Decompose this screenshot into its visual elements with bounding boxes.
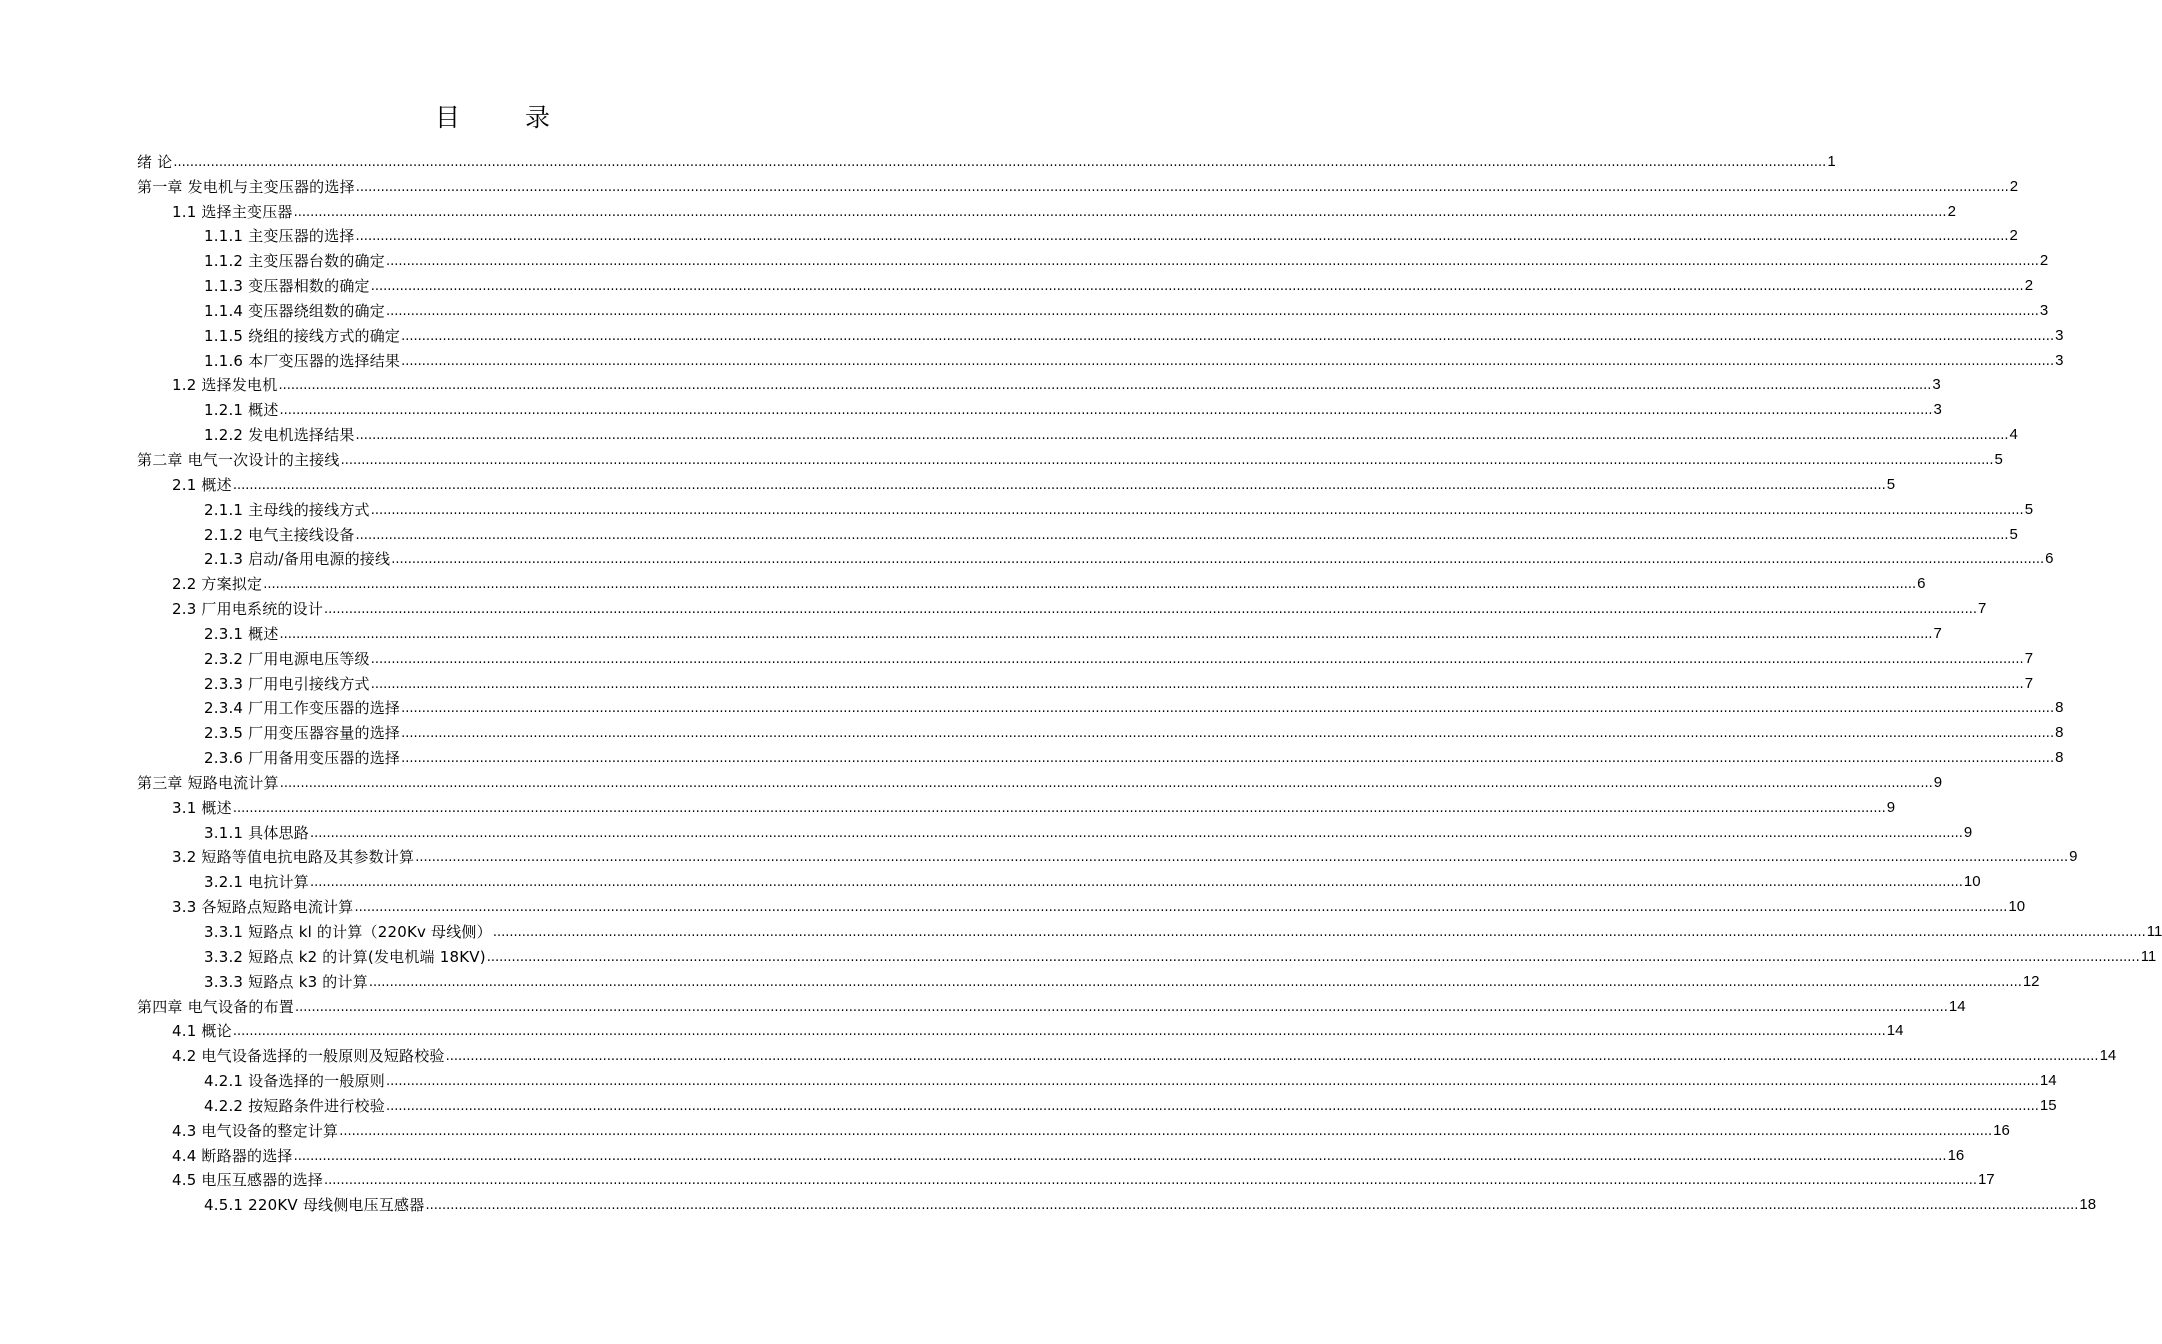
toc-entry-text: 2.3.3 厂用电引接线方式 <box>204 674 370 693</box>
toc-entry[interactable] <box>137 494 2034 519</box>
toc-dot-leader: ................................................................................................................................................................................................................................................................................................................................................................................................................ <box>232 1024 1886 1040</box>
toc-entry[interactable] <box>137 693 2064 718</box>
toc-dot-leader: ................................................................................................................................................................................................................................................................................................................................................................................................................ <box>173 154 1827 170</box>
toc-entry[interactable] <box>137 618 1942 643</box>
toc-entry-text: 1.2 选择发电机 <box>172 376 278 395</box>
toc-entry-page-number: 17 <box>1977 1171 1995 1189</box>
toc-entry-page-number: 11 <box>2146 923 2162 940</box>
toc-dot-leader: ................................................................................................................................................................................................................................................................................................................................................................................................................ <box>324 1173 1977 1189</box>
toc-entry[interactable] <box>137 469 1896 494</box>
toc-dot-leader: ................................................................................................................................................................................................................................................................................................................................................................................................................ <box>368 974 2022 990</box>
toc-entry[interactable] <box>137 1016 1904 1041</box>
toc-entry[interactable] <box>137 370 1941 395</box>
toc-entry-text: 4.2 电气设备选择的一般原则及短路校验 <box>172 1047 445 1066</box>
toc-dot-leader: ................................................................................................................................................................................................................................................................................................................................................................................................................ <box>232 800 1886 816</box>
toc-entry-page-number: 12 <box>2022 972 2040 990</box>
toc-dot-leader: ................................................................................................................................................................................................................................................................................................................................................................................................................ <box>279 626 1933 642</box>
toc-dot-leader: ................................................................................................................................................................................................................................................................................................................................................................................................................ <box>391 552 2045 568</box>
toc-entry-page-number: 9 <box>1963 823 1973 841</box>
toc-entry-page-number: 9 <box>1886 798 1896 816</box>
toc-entry-text: 1.1.5 绕组的接线方式的确定 <box>204 326 401 345</box>
toc-entry[interactable] <box>137 767 1943 792</box>
toc-dot-leader: ................................................................................................................................................................................................................................................................................................................................................................................................................ <box>486 949 2140 965</box>
toc-entry[interactable] <box>137 394 1942 420</box>
toc-entry[interactable] <box>137 941 2157 966</box>
toc-entry-page-number: 15 <box>2039 1096 2057 1114</box>
toc-entry-page-number: 2 <box>1947 202 1956 220</box>
toc-entry-page-number: 7 <box>1977 600 1987 618</box>
toc-entry[interactable] <box>137 1090 2057 1115</box>
toc-entry[interactable] <box>137 643 2034 668</box>
toc-entry-text: 第二章 电气一次设计的主接线 <box>137 450 340 469</box>
toc-dot-leader: ................................................................................................................................................................................................................................................................................................................................................................................................................ <box>385 1098 2039 1114</box>
toc-dot-leader: ................................................................................................................................................................................................................................................................................................................................................................................................................ <box>355 179 2009 195</box>
toc-entry[interactable] <box>137 146 1836 171</box>
toc-dot-leader: ................................................................................................................................................................................................................................................................................................................................................................................................................ <box>370 651 2024 667</box>
toc-dot-leader: ................................................................................................................................................................................................................................................................................................................................................................................................................ <box>278 378 1932 394</box>
toc-entry-text: 第三章 短路电流计算 <box>137 773 279 792</box>
toc-entry-page-number: 8 <box>2055 724 2064 742</box>
toc-entry[interactable] <box>137 817 1973 842</box>
toc-dot-leader: ................................................................................................................................................................................................................................................................................................................................................................................................................ <box>401 751 2055 767</box>
toc-entry-text: 4.1 概论 <box>172 1022 232 1041</box>
toc-dot-leader: ................................................................................................................................................................................................................................................................................................................................................................................................................ <box>370 676 2024 692</box>
toc-entry[interactable] <box>137 221 2018 246</box>
toc-entry-text: 2.1.2 电气主接线设备 <box>204 525 355 544</box>
toc-entry[interactable] <box>137 891 2026 917</box>
toc-entry-page-number: 5 <box>2009 525 2018 543</box>
toc-dot-leader: ................................................................................................................................................................................................................................................................................................................................................................................................................ <box>415 850 2069 866</box>
toc-dot-leader: ................................................................................................................................................................................................................................................................................................................................................................................................................ <box>293 1148 1947 1164</box>
toc-entry-page-number: 2 <box>2009 177 2019 195</box>
toc-dot-leader: ................................................................................................................................................................................................................................................................................................................................................................................................................ <box>385 1074 2039 1090</box>
toc-entry-page-number: 5 <box>1994 450 2003 468</box>
toc-dot-leader: ................................................................................................................................................................................................................................................................................................................................................................................................................ <box>401 726 2055 742</box>
toc-entry-text: 1.2.1 概述 <box>204 401 279 420</box>
toc-entry-page-number: 5 <box>1886 475 1896 493</box>
toc-dot-leader: ................................................................................................................................................................................................................................................................................................................................................................................................................ <box>309 875 1963 891</box>
toc-entry-page-number: 2 <box>2024 277 2034 295</box>
toc-entry-page-number: 10 <box>1963 873 1981 891</box>
toc-entry[interactable] <box>137 593 1987 619</box>
toc-entry[interactable] <box>137 444 2003 469</box>
toc-entry-text: 3.3 各短路点短路电流计算 <box>172 898 354 917</box>
toc-dot-leader: ................................................................................................................................................................................................................................................................................................................................................................................................................ <box>425 1198 2079 1214</box>
toc-entry-text: 第一章 发电机与主变压器的选择 <box>137 177 355 196</box>
toc-entry-page-number: 7 <box>1933 624 1942 642</box>
toc-dot-leader: ................................................................................................................................................................................................................................................................................................................................................................................................................ <box>445 1049 2099 1065</box>
toc-entry[interactable] <box>137 320 2064 345</box>
toc-dot-leader: ................................................................................................................................................................................................................................................................................................................................................................................................................ <box>385 303 2039 319</box>
toc-entry-page-number: 4 <box>2009 426 2018 444</box>
toc-entry-page-number: 5 <box>2024 500 2034 518</box>
toc-entry-text: 2.3.4 厂用工作变压器的选择 <box>204 699 401 718</box>
toc-entry[interactable] <box>137 519 2018 544</box>
toc-entry[interactable] <box>137 1115 2010 1140</box>
toc-entry-text: 4.4 断路器的选择 <box>172 1146 293 1165</box>
toc-entry-page-number: 8 <box>2055 699 2064 717</box>
toc-entry-page-number: 11 <box>2140 947 2157 965</box>
toc-dot-leader: ................................................................................................................................................................................................................................................................................................................................................................................................................ <box>401 701 2055 717</box>
toc-entry-page-number: 14 <box>1886 1022 1904 1040</box>
toc-entry-text: 1.1.6 本厂变压器的选择结果 <box>204 351 401 370</box>
toc-dot-leader: ................................................................................................................................................................................................................................................................................................................................................................................................................ <box>232 477 1886 493</box>
toc-entry-text: 1.1.3 变压器相数的确定 <box>204 277 370 296</box>
toc-entry-text: 2.1.3 启动/备用电源的接线 <box>204 550 391 569</box>
toc-entry[interactable] <box>137 419 2018 445</box>
toc-entry-page-number: 14 <box>2099 1047 2117 1065</box>
toc-dot-leader: ................................................................................................................................................................................................................................................................................................................................................................................................................ <box>263 577 1917 593</box>
toc-entry[interactable] <box>137 196 1956 221</box>
toc-entry-text: 3.2.1 电抗计算 <box>204 873 309 892</box>
toc-entry-text: 2.1.1 主母线的接线方式 <box>204 500 370 519</box>
toc-entry-page-number: 16 <box>1947 1146 1965 1164</box>
toc-entry-page-number: 2 <box>2009 227 2018 245</box>
table-of-contents <box>137 146 2162 1215</box>
toc-entry[interactable] <box>137 1140 1965 1165</box>
toc-entry[interactable] <box>137 245 2049 271</box>
toc-entry-page-number: 7 <box>2024 649 2034 667</box>
toc-entry-text: 2.3 厂用电系统的设计 <box>172 600 324 619</box>
toc-entry[interactable] <box>137 717 2064 743</box>
toc-entry-text: 3.3.2 短路点 k2 的计算(发电机端 18KV) <box>204 947 486 966</box>
toc-entry[interactable] <box>137 866 1981 892</box>
toc-entry-text: 1.1.1 主变压器的选择 <box>204 227 355 246</box>
toc-entry-text: 4.2.2 按短路条件进行校验 <box>204 1096 385 1115</box>
toc-entry-page-number: 2 <box>2039 252 2049 270</box>
toc-entry[interactable] <box>137 668 2034 693</box>
toc-entry-text: 2.1 概述 <box>172 475 232 494</box>
toc-entry-page-number: 16 <box>1993 1121 2010 1139</box>
toc-entry-text: 3.3.1 短路点 kl 的计算（220Kv 母线侧） <box>204 923 492 941</box>
toc-entry[interactable] <box>137 742 2064 768</box>
toc-dot-leader: ................................................................................................................................................................................................................................................................................................................................................................................................................ <box>294 999 1948 1015</box>
toc-entry-text: 1.1.2 主变压器台数的确定 <box>204 252 385 271</box>
toc-dot-leader: ................................................................................................................................................................................................................................................................................................................................................................................................................ <box>370 279 2024 295</box>
toc-entry-page-number: 3 <box>2039 301 2049 319</box>
toc-entry[interactable] <box>137 966 2040 991</box>
toc-dot-leader: ................................................................................................................................................................................................................................................................................................................................................................................................................ <box>401 328 2055 344</box>
toc-entry[interactable] <box>137 1189 2097 1215</box>
toc-entry[interactable] <box>137 270 2034 296</box>
toc-entry-text: 3.1.1 具体思路 <box>204 823 309 842</box>
toc-entry-text: 1.2.2 发电机选择结果 <box>204 426 355 445</box>
toc-entry-text: 3.2 短路等值电抗电路及其参数计算 <box>172 848 415 867</box>
toc-entry[interactable] <box>137 1165 1995 1190</box>
toc-entry-page-number: 1 <box>1827 152 1836 170</box>
toc-dot-leader: ................................................................................................................................................................................................................................................................................................................................................................................................................ <box>309 825 1963 841</box>
toc-entry-page-number: 9 <box>2069 848 2078 866</box>
toc-entry[interactable] <box>137 792 1896 817</box>
toc-entry[interactable] <box>137 842 2078 867</box>
toc-dot-leader: ................................................................................................................................................................................................................................................................................................................................................................................................................ <box>355 527 2009 543</box>
toc-dot-leader: ................................................................................................................................................................................................................................................................................................................................................................................................................ <box>492 925 2146 940</box>
toc-dot-leader: ................................................................................................................................................................................................................................................................................................................................................................................................................ <box>385 254 2039 270</box>
toc-entry-text: 2.3.6 厂用备用变压器的选择 <box>204 749 401 768</box>
toc-entry[interactable] <box>137 991 1966 1016</box>
toc-dot-leader: ................................................................................................................................................................................................................................................................................................................................................................................................................ <box>293 204 1947 220</box>
toc-entry-page-number: 18 <box>2079 1196 2097 1214</box>
toc-entry-text: 1.1.4 变压器绕组数的确定 <box>204 301 385 320</box>
toc-entry-page-number: 7 <box>2024 674 2034 692</box>
toc-entry[interactable] <box>137 171 2019 196</box>
toc-entry[interactable] <box>137 295 2049 320</box>
toc-entry-text: 3.3.3 短路点 k3 的计算 <box>204 972 368 991</box>
toc-title: 目 录 <box>434 103 570 132</box>
toc-entry-page-number: 14 <box>1948 997 1966 1015</box>
toc-entry-page-number: 3 <box>2055 351 2064 369</box>
toc-entry-text: 2.3.2 厂用电源电压等级 <box>204 649 370 668</box>
toc-entry[interactable] <box>137 544 2054 569</box>
toc-dot-leader: ................................................................................................................................................................................................................................................................................................................................................................................................................ <box>279 775 1933 791</box>
toc-dot-leader: ................................................................................................................................................................................................................................................................................................................................................................................................................ <box>401 353 2055 369</box>
toc-dot-leader: ................................................................................................................................................................................................................................................................................................................................................................................................................ <box>355 229 2009 245</box>
toc-entry-text: 第四章 电气设备的布置 <box>137 997 294 1016</box>
toc-entry-text: 2.2 方案拟定 <box>172 575 263 594</box>
toc-entry[interactable] <box>137 1065 2057 1091</box>
toc-entry-text: 3.1 概述 <box>172 798 232 817</box>
toc-dot-leader: ................................................................................................................................................................................................................................................................................................................................................................................................................ <box>324 602 1977 618</box>
toc-entry-page-number: 3 <box>2055 326 2064 344</box>
toc-entry[interactable] <box>137 568 1926 594</box>
toc-entry-page-number: 6 <box>2045 550 2054 568</box>
toc-entry[interactable] <box>137 916 2162 941</box>
toc-entry[interactable] <box>137 345 2064 370</box>
toc-dot-leader: ................................................................................................................................................................................................................................................................................................................................................................................................................ <box>339 1123 1993 1139</box>
toc-entry-text: 2.3.1 概述 <box>204 624 279 643</box>
toc-entry-text: 2.3.5 厂用变压器容量的选择 <box>204 724 401 743</box>
toc-entry-text: 1.1 选择主变压器 <box>172 202 293 221</box>
toc-entry[interactable] <box>137 1040 2117 1066</box>
toc-entry-text: 4.5 电压互感器的选择 <box>172 1171 324 1190</box>
toc-dot-leader: ................................................................................................................................................................................................................................................................................................................................................................................................................ <box>354 900 2008 916</box>
toc-entry-text: 4.2.1 设备选择的一般原则 <box>204 1072 385 1091</box>
toc-entry-page-number: 14 <box>2039 1072 2057 1090</box>
toc-entry-page-number: 6 <box>1917 575 1926 593</box>
toc-entry-page-number: 3 <box>1933 401 1942 419</box>
toc-entry-text: 4.3 电气设备的整定计算 <box>172 1121 339 1140</box>
toc-entry-page-number: 9 <box>1933 773 1943 791</box>
toc-entry-text: 4.5.1 220KV 母线侧电压互感器 <box>204 1196 425 1215</box>
toc-entry-page-number: 8 <box>2055 749 2064 767</box>
toc-entry-page-number: 3 <box>1932 376 1941 394</box>
toc-dot-leader: ................................................................................................................................................................................................................................................................................................................................................................................................................ <box>355 428 2009 444</box>
toc-entry-text: 绪 论 <box>137 152 173 171</box>
toc-dot-leader: ................................................................................................................................................................................................................................................................................................................................................................................................................ <box>279 403 1933 419</box>
toc-dot-leader: ................................................................................................................................................................................................................................................................................................................................................................................................................ <box>370 502 2024 518</box>
toc-dot-leader: ................................................................................................................................................................................................................................................................................................................................................................................................................ <box>340 452 1994 468</box>
toc-entry-page-number: 10 <box>2008 898 2026 916</box>
